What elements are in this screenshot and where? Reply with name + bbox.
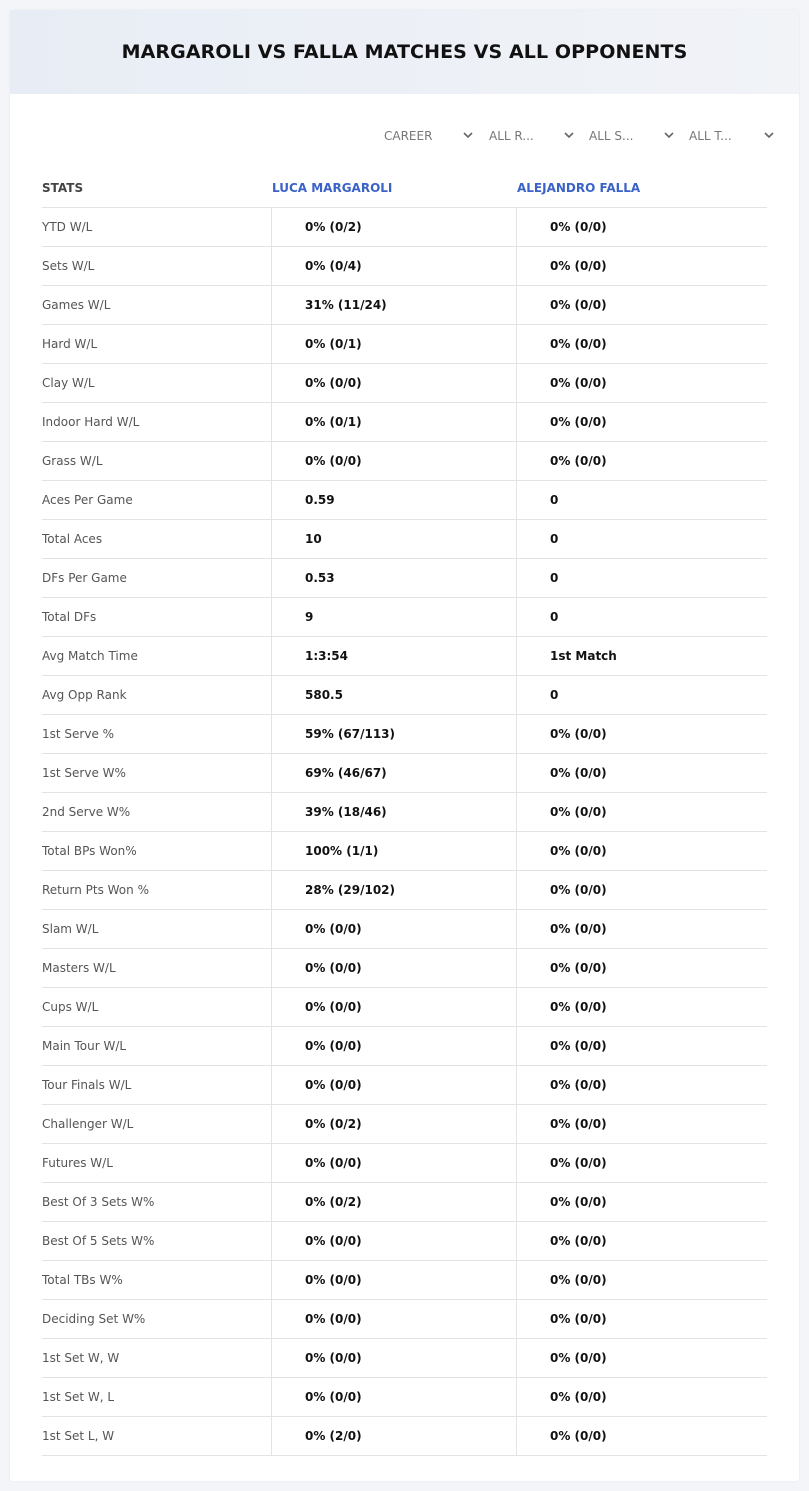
stat-label: Grass W/L bbox=[42, 454, 103, 468]
player2-value: 0% (0/0) bbox=[516, 1027, 767, 1065]
table-row bbox=[42, 208, 767, 247]
player1-value: 31% (11/24) bbox=[271, 286, 516, 324]
player2-value: 0% (0/0) bbox=[516, 793, 767, 831]
stat-label: Total DFs bbox=[42, 610, 97, 624]
player2-value: 0% (0/0) bbox=[516, 442, 767, 480]
stat-label: 2nd Serve W% bbox=[42, 805, 131, 819]
table-row bbox=[42, 1222, 767, 1261]
stat-label: 1st Set W, W bbox=[42, 1351, 120, 1365]
stat-label: Masters W/L bbox=[42, 961, 116, 975]
chevron-down-icon bbox=[663, 129, 675, 141]
stat-label: Best Of 5 Sets W% bbox=[42, 1234, 155, 1248]
stat-label: Futures W/L bbox=[42, 1156, 113, 1170]
table-row bbox=[42, 403, 767, 442]
chevron-down-icon bbox=[763, 129, 775, 141]
table-row bbox=[42, 559, 767, 598]
player1-value: 580.5 bbox=[271, 676, 516, 714]
player2-value: 0% (0/0) bbox=[516, 754, 767, 792]
player1-value: 0% (0/0) bbox=[271, 1222, 516, 1260]
table-row bbox=[42, 364, 767, 403]
table-row bbox=[42, 1183, 767, 1222]
player1-value: 0% (0/0) bbox=[271, 442, 516, 480]
player1-value: 59% (67/113) bbox=[271, 715, 516, 753]
table-row bbox=[42, 1261, 767, 1300]
player1-value: 1:3:54 bbox=[271, 637, 516, 675]
table-row bbox=[42, 715, 767, 754]
stats-card bbox=[10, 10, 799, 1481]
player2-value: 0% (0/0) bbox=[516, 1066, 767, 1104]
player1-value: 0% (0/0) bbox=[271, 1339, 516, 1377]
column-header-stats: STATS bbox=[42, 181, 84, 195]
stat-label: Challenger W/L bbox=[42, 1117, 134, 1131]
player2-value: 0% (0/0) bbox=[516, 247, 767, 285]
player1-value: 0% (0/0) bbox=[271, 1144, 516, 1182]
player1-value: 0% (0/0) bbox=[271, 1261, 516, 1299]
stat-label: Best Of 3 Sets W% bbox=[42, 1195, 155, 1209]
stat-label: Total Aces bbox=[42, 532, 103, 546]
player1-value: 0% (0/0) bbox=[271, 1066, 516, 1104]
player2-value: 0% (0/0) bbox=[516, 1339, 767, 1377]
player2-value: 0% (0/0) bbox=[516, 403, 767, 441]
stat-label: Aces Per Game bbox=[42, 493, 133, 507]
table-row bbox=[42, 1066, 767, 1105]
table-row bbox=[42, 247, 767, 286]
player1-value: 0% (0/0) bbox=[271, 910, 516, 948]
table-row bbox=[42, 1339, 767, 1378]
table-row bbox=[42, 1378, 767, 1417]
player1-value: 0% (0/4) bbox=[271, 247, 516, 285]
player1-value: 0% (0/0) bbox=[271, 1378, 516, 1416]
filter-surface-label: ALL S... bbox=[589, 129, 634, 143]
player2-value: 1st Match bbox=[516, 637, 767, 675]
filter-round-label: ALL R... bbox=[489, 129, 534, 143]
table-row bbox=[42, 676, 767, 715]
player2-value: 0 bbox=[516, 559, 767, 597]
stat-label: Total TBs W% bbox=[42, 1273, 123, 1287]
table-row bbox=[42, 949, 767, 988]
card-header bbox=[10, 10, 799, 94]
player2-value: 0% (0/0) bbox=[516, 988, 767, 1026]
player2-value: 0% (0/0) bbox=[516, 1261, 767, 1299]
table-row bbox=[42, 1105, 767, 1144]
stat-label: Indoor Hard W/L bbox=[42, 415, 140, 429]
table-header bbox=[42, 170, 767, 208]
table-row bbox=[42, 1300, 767, 1339]
player1-value: 0.53 bbox=[271, 559, 516, 597]
player1-value: 0% (0/1) bbox=[271, 403, 516, 441]
stat-label: Return Pts Won % bbox=[42, 883, 149, 897]
stat-label: 1st Serve W% bbox=[42, 766, 126, 780]
player2-value: 0 bbox=[516, 520, 767, 558]
player1-value: 0% (2/0) bbox=[271, 1417, 516, 1455]
stat-label: Hard W/L bbox=[42, 337, 98, 351]
player2-value: 0% (0/0) bbox=[516, 1222, 767, 1260]
player1-value: 0% (0/2) bbox=[271, 1183, 516, 1221]
table-row bbox=[42, 832, 767, 871]
page-title: MARGAROLI VS FALLA MATCHES VS ALL OPPONENTS bbox=[121, 41, 688, 63]
player1-value: 10 bbox=[271, 520, 516, 558]
stat-label: Tour Finals W/L bbox=[42, 1078, 132, 1092]
table-row bbox=[42, 637, 767, 676]
player1-value: 100% (1/1) bbox=[271, 832, 516, 870]
player1-value: 0% (0/0) bbox=[271, 364, 516, 402]
filter-period-label: CAREER bbox=[384, 129, 433, 143]
player2-value: 0% (0/0) bbox=[516, 1378, 767, 1416]
table-row bbox=[42, 442, 767, 481]
column-header-player1[interactable]: LUCA MARGAROLI bbox=[272, 181, 393, 195]
stat-label: Clay W/L bbox=[42, 376, 95, 390]
table-row bbox=[42, 325, 767, 364]
stat-label: 1st Set L, W bbox=[42, 1429, 115, 1443]
stat-label: Slam W/L bbox=[42, 922, 99, 936]
stats-table bbox=[42, 170, 767, 1456]
player2-value: 0% (0/0) bbox=[516, 871, 767, 909]
player1-value: 0% (0/2) bbox=[271, 208, 516, 246]
player1-value: 0% (0/0) bbox=[271, 1300, 516, 1338]
table-row bbox=[42, 793, 767, 832]
player2-value: 0% (0/0) bbox=[516, 286, 767, 324]
table-row bbox=[42, 910, 767, 949]
player1-value: 0% (0/0) bbox=[271, 949, 516, 987]
table-row bbox=[42, 481, 767, 520]
player2-value: 0% (0/0) bbox=[516, 1300, 767, 1338]
table-row bbox=[42, 520, 767, 559]
table-body bbox=[42, 208, 767, 1456]
stat-label: DFs Per Game bbox=[42, 571, 127, 585]
filter-surface-select[interactable] bbox=[589, 126, 675, 146]
table-row bbox=[42, 871, 767, 910]
player1-value: 69% (46/67) bbox=[271, 754, 516, 792]
stat-label: Total BPs Won% bbox=[42, 844, 137, 858]
stat-label: Games W/L bbox=[42, 298, 111, 312]
filter-tournament-label: ALL T... bbox=[689, 129, 732, 143]
player2-value: 0% (0/0) bbox=[516, 1144, 767, 1182]
stat-label: Cups W/L bbox=[42, 1000, 99, 1014]
stat-label: 1st Set W, L bbox=[42, 1390, 115, 1404]
player1-value: 0.59 bbox=[271, 481, 516, 519]
table-row bbox=[42, 754, 767, 793]
stat-label: Avg Opp Rank bbox=[42, 688, 127, 702]
stat-label: 1st Serve % bbox=[42, 727, 115, 741]
player2-value: 0 bbox=[516, 481, 767, 519]
player2-value: 0% (0/0) bbox=[516, 208, 767, 246]
player2-value: 0% (0/0) bbox=[516, 364, 767, 402]
player2-value: 0% (0/0) bbox=[516, 1183, 767, 1221]
filter-period-select[interactable] bbox=[384, 126, 474, 146]
filter-round-select[interactable] bbox=[489, 126, 575, 146]
player2-value: 0% (0/0) bbox=[516, 832, 767, 870]
table-row bbox=[42, 988, 767, 1027]
player2-value: 0% (0/0) bbox=[516, 1105, 767, 1143]
player1-value: 0% (0/1) bbox=[271, 325, 516, 363]
player2-value: 0% (0/0) bbox=[516, 910, 767, 948]
player1-value: 39% (18/46) bbox=[271, 793, 516, 831]
player2-value: 0% (0/0) bbox=[516, 949, 767, 987]
player2-value: 0% (0/0) bbox=[516, 1417, 767, 1455]
filter-tournament-select[interactable] bbox=[689, 126, 775, 146]
player2-value: 0% (0/0) bbox=[516, 325, 767, 363]
player1-value: 0% (0/2) bbox=[271, 1105, 516, 1143]
stat-label: Deciding Set W% bbox=[42, 1312, 146, 1326]
table-row bbox=[42, 286, 767, 325]
stat-label: Avg Match Time bbox=[42, 649, 138, 663]
chevron-down-icon bbox=[563, 129, 575, 141]
table-row bbox=[42, 1417, 767, 1456]
chevron-down-icon bbox=[462, 129, 474, 141]
table-row bbox=[42, 1027, 767, 1066]
player1-value: 9 bbox=[271, 598, 516, 636]
column-header-player2[interactable]: ALEJANDRO FALLA bbox=[517, 181, 641, 195]
player1-value: 0% (0/0) bbox=[271, 988, 516, 1026]
table-row bbox=[42, 1144, 767, 1183]
player1-value: 0% (0/0) bbox=[271, 1027, 516, 1065]
stat-label: YTD W/L bbox=[42, 220, 93, 234]
stat-label: Sets W/L bbox=[42, 259, 95, 273]
filter-bar bbox=[384, 126, 766, 146]
player2-value: 0 bbox=[516, 676, 767, 714]
player2-value: 0% (0/0) bbox=[516, 715, 767, 753]
player1-value: 28% (29/102) bbox=[271, 871, 516, 909]
player2-value: 0 bbox=[516, 598, 767, 636]
stat-label: Main Tour W/L bbox=[42, 1039, 127, 1053]
table-row bbox=[42, 598, 767, 637]
